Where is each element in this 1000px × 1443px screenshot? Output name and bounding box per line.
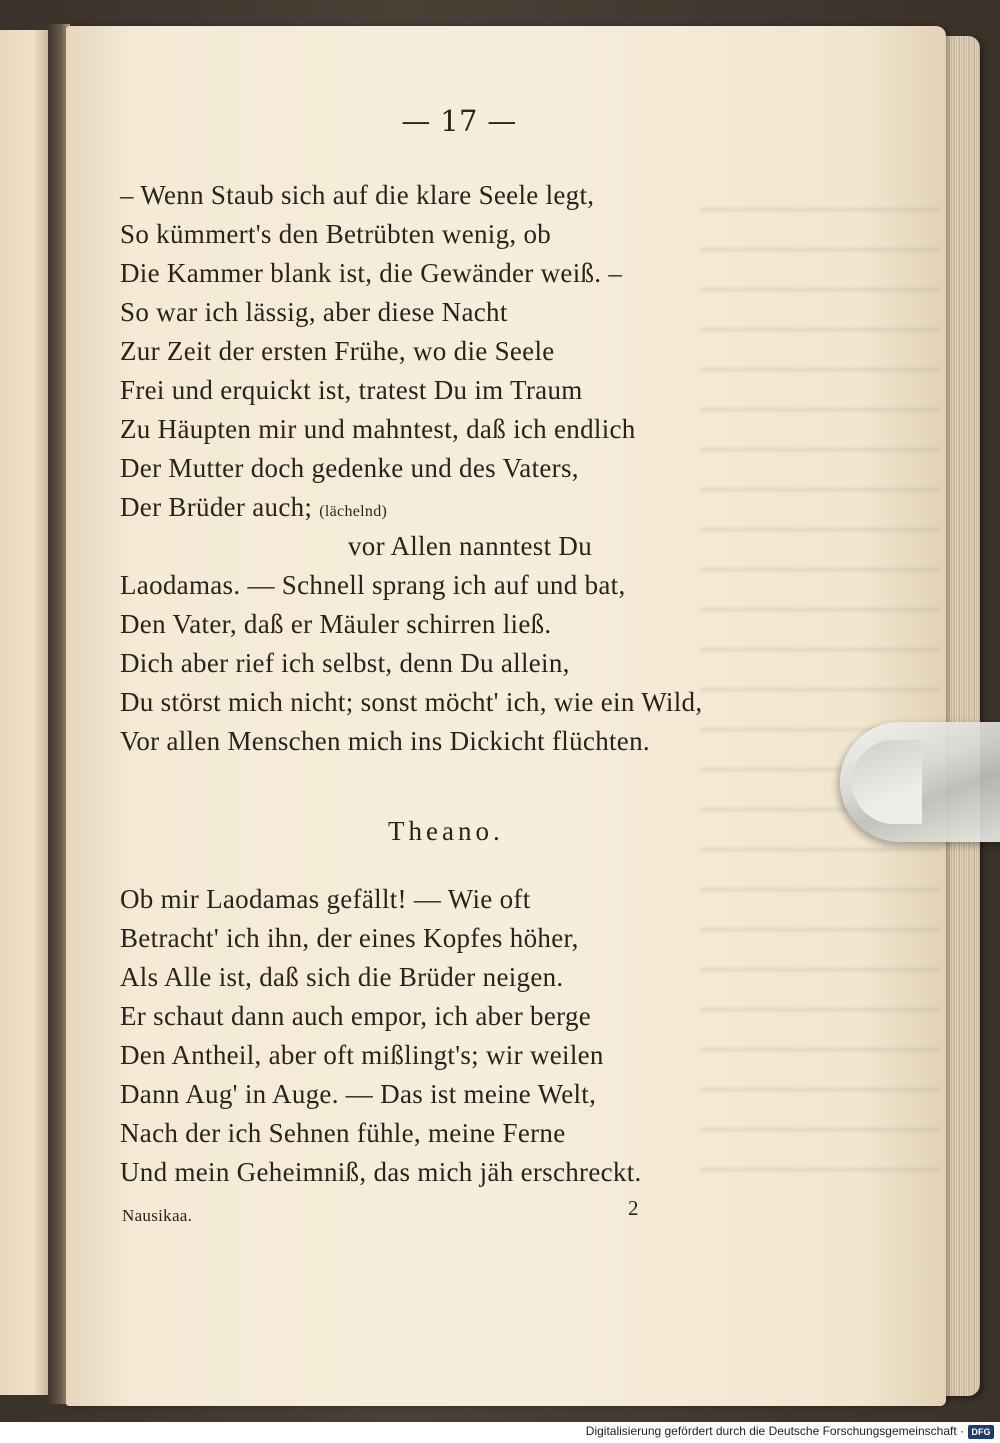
verse-line: Frei und erquickt ist, tratest Du im Traum: [120, 375, 583, 405]
verse-line: Er schaut dann auch empor, ich aber berge: [120, 1001, 592, 1031]
verse-line: Ob mir Laodamas gefällt! — Wie oft: [120, 884, 531, 914]
verse-line: – Wenn Staub sich auf die klare Seele legt,: [120, 180, 595, 210]
signature-number: 2: [628, 1196, 639, 1220]
left-page-edge: [0, 30, 48, 1395]
verse-line: Als Alle ist, daß sich die Brüder neigen.: [120, 962, 564, 992]
verse-line-indented: vor Allen nanntest Du: [348, 531, 593, 561]
dfg-logo: DFG: [968, 1425, 994, 1439]
verse-line: Betracht' ich ihn, der eines Kopfes höher,: [120, 923, 579, 953]
verse-line: Laodamas. — Schnell sprang ich auf und bat,: [120, 570, 626, 600]
digitization-footer: [0, 1422, 1000, 1443]
speaker-name: Theano.: [388, 816, 504, 846]
verse-line: Zur Zeit der ersten Frühe, wo die Seele: [120, 336, 555, 366]
verse-line: Nach der ich Sehnen fühle, meine Ferne: [120, 1118, 566, 1148]
verse-line: Die Kammer blank ist, die Gewänder weiß. –: [120, 258, 623, 288]
verse-text: Der Brüder auch;: [120, 492, 313, 522]
verse-line: Du störst mich nicht; sonst möcht' ich, wie ein Wild,: [120, 687, 703, 717]
verse-line: Der Mutter doch gedenke und des Vaters,: [120, 453, 579, 483]
verse-line: Den Antheil, aber oft mißlingt's; wir weilen: [120, 1040, 604, 1070]
bleed-through-text: [700, 180, 940, 1180]
page-number: — 17 —: [401, 104, 517, 138]
verse-line: Dann Aug' in Auge. — Das ist meine Welt,: [120, 1079, 597, 1109]
verse-line: So kümmert's den Betrübten wenig, ob: [120, 219, 552, 249]
verse-line: Zu Häupten mir und mahntest, daß ich endlich: [120, 414, 636, 444]
verse-line: Vor allen Menschen mich ins Dickicht flüchten.: [120, 726, 650, 756]
signature-title: Nausikaa.: [122, 1206, 193, 1225]
verse-line: So war ich lässig, aber diese Nacht: [120, 297, 508, 327]
funding-credit: Digitalisierung gefördert durch die Deutsche Forschungsgemeinschaft ·: [585, 1424, 964, 1438]
stage-direction: (lächelnd): [319, 503, 388, 520]
verse-line: Den Vater, daß er Mäuler schirren ließ.: [120, 609, 552, 639]
verse-line: [120, 492, 387, 523]
verse-line: Und mein Geheimniß, das mich jäh erschreckt.: [120, 1157, 642, 1187]
verse-line: Dich aber rief ich selbst, denn Du allein,: [120, 648, 570, 678]
